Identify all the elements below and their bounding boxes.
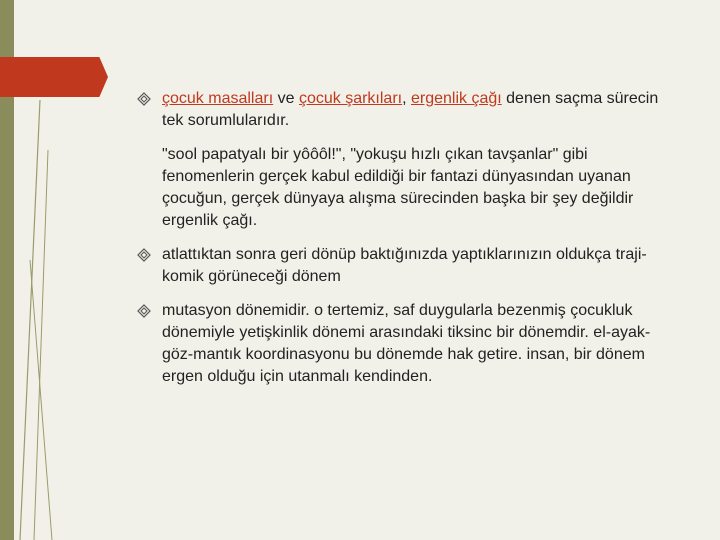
diamond-bullet-icon xyxy=(137,92,151,106)
bullet-text: mutasyon dönemidir. o tertemiz, saf duygularla bezenmiş çocukluk dönemiyle yetişkinlik dönemi arasındaki tiksinc bir dönemdir. el-ayak-göz-mantık koordinasyonu bu dönemde hak getire. insan, bir dönem ergen olduğu için utanmalı kendinden. xyxy=(162,302,651,385)
link-cocuk-sarkilari[interactable]: çocuk şarkıları xyxy=(298,90,403,107)
accent-tab xyxy=(0,57,108,97)
bullet-text: ve xyxy=(273,90,299,107)
diamond-bullet-icon xyxy=(137,248,151,262)
bullet-text: , xyxy=(402,90,411,107)
link-cocuk-masallari[interactable]: çocuk masalları xyxy=(162,90,274,107)
bullet-text: atlattıktan sonra geri dönüp baktığınızda yaptıklarınızın oldukça traji-komik görüneceği dönem xyxy=(162,246,647,285)
bullet-item-3 xyxy=(136,300,676,388)
paragraph: "sool papatyalı bir yôôôl!", "yokuşu hızlı çıkan tavşanlar" gibi fenomenlerin gerçek kabul edildiği bir fantazi dünyasından uyanan çocuğun, gerçek dünyaya alışma sürecinden başka bir şey değildir ergenlik çağı. xyxy=(162,146,634,229)
link-ergenlik-cagi[interactable]: ergenlik çağı xyxy=(410,90,502,107)
diamond-bullet-icon xyxy=(137,304,151,318)
bullet-text: denen saçma sürecin tek sorumlularıdır. xyxy=(162,90,659,129)
bullet-item-2 xyxy=(136,244,676,288)
slide-content xyxy=(136,88,676,400)
bullet-item-1 xyxy=(136,88,676,132)
